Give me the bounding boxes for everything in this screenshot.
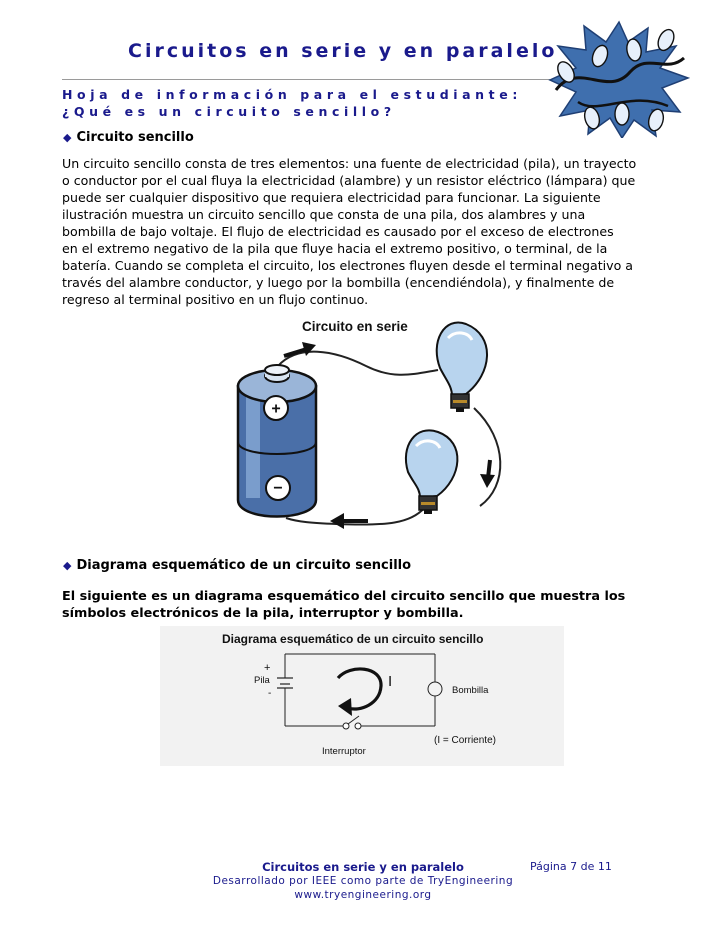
christmas-lights-illustration — [548, 20, 690, 138]
light-bulb-icon — [437, 323, 487, 412]
top-wire — [278, 352, 438, 375]
paragraph-line: regreso al terminal positivo en un flujo continuo. — [62, 292, 369, 307]
battery-plus-label: + — [264, 662, 271, 674]
battery-label: Pila — [254, 675, 270, 686]
current-note: (I = Corriente) — [434, 735, 496, 746]
series-figure-title: Circuito en serie — [302, 319, 408, 334]
paragraph-line: batería. Cuando se completa el circuito, los electrones fluyen desde el terminal negativo a — [62, 258, 634, 273]
section-heading-text: Circuito sencillo — [76, 130, 194, 145]
switch-label: Interruptor — [322, 746, 366, 757]
battery-minus-symbol: − — [273, 480, 283, 497]
paragraph-line: bombilla de bajo voltaje. El flujo de electricidad es causado por el exceso de electrones — [62, 224, 614, 239]
section-heading-text: Diagrama esquemático de un circuito sencillo — [76, 558, 412, 573]
intro-paragraph — [62, 155, 674, 308]
schematic-diagram — [160, 626, 564, 766]
footer-page-number: Página 7 de 11 — [530, 860, 612, 873]
arrow-icon — [480, 460, 495, 488]
paragraph-line: o conductor por el cual fluya la electricidad (alambre) y un resistor eléctrico (lámpara) que — [62, 173, 636, 188]
schematic-background — [160, 626, 564, 766]
page-title: Circuitos en serie y en paralelo — [128, 40, 558, 62]
footer-title: Circuitos en serie y en paralelo — [262, 860, 464, 874]
battery-minus-label: - — [268, 688, 272, 699]
current-symbol: I — [388, 673, 393, 690]
schematic-title: Diagrama esquemático de un circuito sencillo — [222, 632, 484, 646]
subtitle-line-1: Hoja de información para el estudiante: — [62, 87, 522, 102]
paragraph-line: través del alambre conductor, y luego por la bombilla (encendiéndola), y finalmente de — [62, 275, 615, 290]
bulb-label: Bombilla — [452, 685, 489, 696]
battery-icon — [238, 365, 316, 517]
paragraph-line: en el extremo negativo de la pila que fluye hacia el extremo positivo, o terminal, de la — [62, 241, 608, 256]
footer-url: www.tryengineering.org — [294, 889, 432, 901]
section-heading-diagrama — [63, 558, 411, 573]
diamond-bullet-icon: ◆ — [63, 131, 72, 144]
section-heading-circuito-sencillo — [63, 130, 194, 145]
paragraph-line: ilustración muestra un circuito sencillo que consta de una pila, dos alambres y una — [62, 207, 586, 222]
light-bulb-icon — [406, 430, 458, 514]
intro-line: símbolos electrónicos de la pila, interruptor y bombilla. — [62, 606, 464, 621]
footer-credit: Desarrollado por IEEE como parte de TryEngineering — [212, 875, 514, 887]
arrow-icon — [330, 513, 368, 529]
series-circuit-illustration — [216, 310, 510, 548]
paragraph-line: Un circuito sencillo consta de tres elementos: una fuente de electricidad (pila), un trayecto — [62, 156, 637, 171]
diamond-bullet-icon: ◆ — [63, 559, 72, 572]
title-divider — [62, 79, 550, 80]
paragraph-line: puede ser cualquier dispositivo que requiera electricidad para funcionar. La siguiente — [62, 190, 601, 205]
schematic-intro-text — [62, 588, 625, 622]
right-wire — [474, 408, 500, 506]
battery-plus-symbol: + — [271, 400, 281, 418]
intro-line: El siguiente es un diagrama esquemático del circuito sencillo que muestra los — [62, 589, 626, 604]
subtitle-line-2: ¿Qué es un circuito sencillo? — [62, 104, 396, 119]
